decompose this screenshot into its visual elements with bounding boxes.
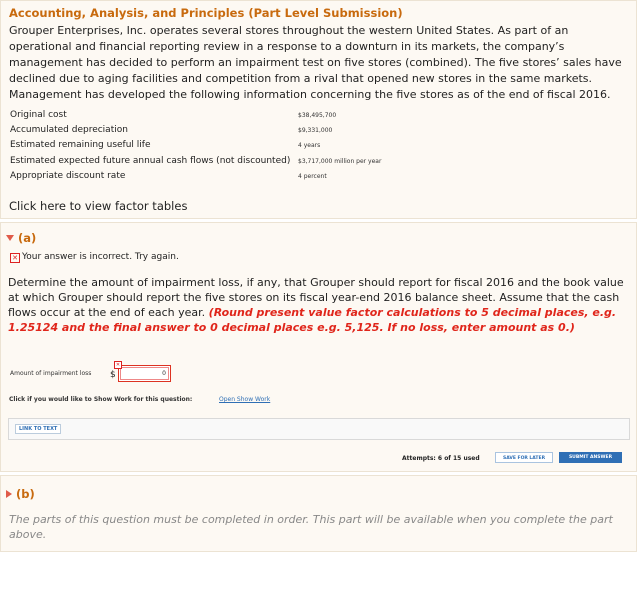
impairment-loss-input[interactable]: 0	[118, 365, 171, 382]
question-text: Determine the amount of impairment loss, if any, that Grouper should report for fiscal 2016 and the book value at which Grouper should report the five stores on its fiscal year-end 2016 balance sheet. Assume that the cash flows occur at the end of each year.	[8, 276, 624, 319]
open-show-work-link[interactable]: Open Show Work	[219, 396, 271, 403]
fact-label-useful-life: Estimated remaining useful life	[10, 140, 151, 150]
fact-value-discount-rate: 4 percent	[298, 173, 327, 180]
part-b-message: The parts of this question must be completed in order. This part will be available when you complete the part above.	[9, 513, 613, 541]
fact-value-accumulated-depreciation: $9,331,000	[298, 127, 333, 134]
incorrect-flag-icon: ✕	[115, 362, 121, 368]
factor-tables-link[interactable]: Click here to view factor tables	[9, 199, 188, 213]
attempts-counter: Attempts: 6 of 15 used	[402, 455, 480, 462]
error-x-icon: ✕	[10, 253, 20, 263]
link-to-text-bar	[8, 418, 630, 440]
feedback-message	[10, 252, 179, 263]
fact-value-original-cost: $38,495,700	[298, 112, 337, 119]
feedback-text: Your answer is incorrect. Try again.	[22, 252, 179, 262]
fact-label-discount-rate: Appropriate discount rate	[10, 171, 126, 181]
fact-value-cash-flows: $3,717,000 million per year	[298, 158, 382, 165]
input-inner-border	[120, 367, 169, 380]
submit-answer-button[interactable]: SUBMIT ANSWER	[559, 452, 622, 463]
part-a-question	[8, 275, 634, 335]
part-a-label: (a)	[18, 231, 37, 245]
fact-label-original-cost: Original cost	[10, 110, 67, 120]
currency-symbol: $	[110, 370, 116, 380]
question-instructions: (Round present value factor calculations to 5 decimal places, e.g. 1.25124 and the final answer to 0 decimal places e.g. 5,125. If no loss, enter amount as 0.)	[8, 306, 617, 334]
part-b-header[interactable]	[6, 487, 35, 501]
impairment-loss-label: Amount of impairment loss	[10, 370, 92, 377]
problem-title: Accounting, Analysis, and Principles (Part Level Submission)	[9, 6, 403, 20]
fact-value-useful-life: 4 years	[298, 142, 321, 149]
part-b-label: (b)	[16, 487, 35, 501]
problem-intro: Grouper Enterprises, Inc. operates several stores throughout the western United States. As part of an operational and financial reporting review in a response to a downturn in its markets, the company’s management has decided to perform an impairment test on five stores (combined). The five stores’ sales have declined due to aging facilities and competition from a rival that opened new stores in the same markets. Management has developed the following information concerning the five stores as of the end of fiscal 2016.	[9, 24, 622, 101]
fact-label-cash-flows: Estimated expected future annual cash flows (not discounted)	[10, 156, 291, 166]
link-to-text-button[interactable]: LINK TO TEXT	[15, 424, 61, 434]
save-for-later-button[interactable]: SAVE FOR LATER	[495, 452, 553, 463]
caret-right-icon	[6, 490, 12, 498]
show-work-label: Click if you would like to Show Work for this question:	[9, 396, 193, 403]
part-a-header[interactable]	[6, 231, 36, 245]
fact-label-accumulated-depreciation: Accumulated depreciation	[10, 125, 128, 135]
problem-panel	[0, 0, 637, 219]
caret-down-icon	[6, 235, 14, 241]
